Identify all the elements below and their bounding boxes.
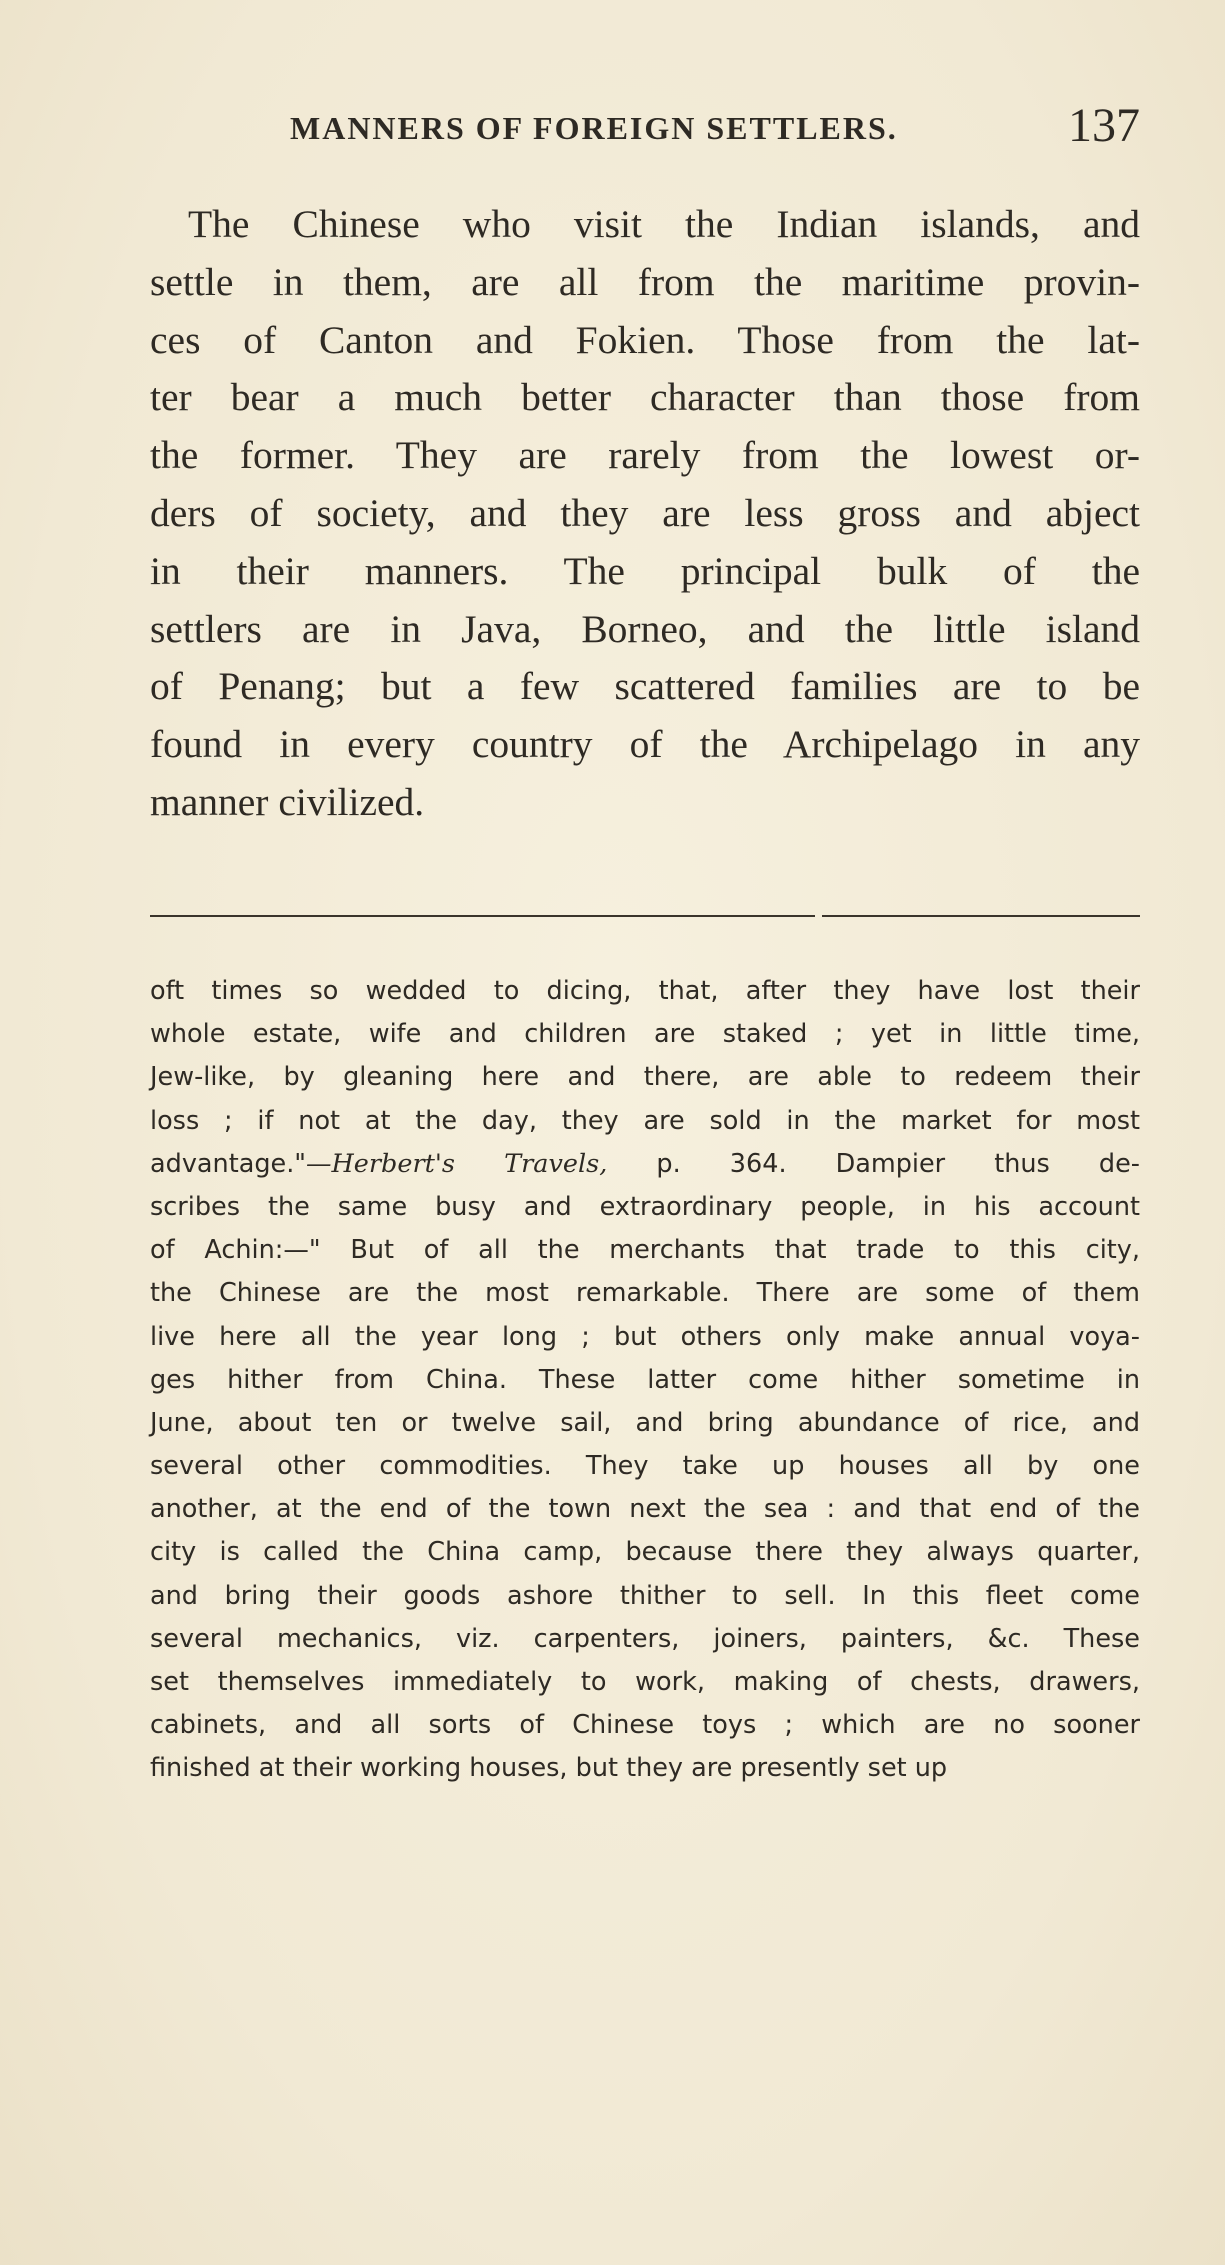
body-line: ces of Canton and Fokien. Those from the lat- <box>150 317 1140 362</box>
footnote-line: loss ; if not at the day, they are sold in the market for most <box>150 1105 1140 1136</box>
citation-title: —Herbert's Travels, <box>306 1148 608 1179</box>
footnote-line: set themselves immediately to work, making of chests, drawers, <box>150 1667 1140 1697</box>
footnote-text: advantage." <box>150 1148 307 1179</box>
footnote-line: cabinets, and all sorts of Chinese toys ; which are no sooner <box>150 1710 1140 1741</box>
footnote-line: several mechanics, viz. carpenters, joiners, painters, &c. These <box>150 1623 1140 1654</box>
page-number: 137 <box>1068 99 1140 152</box>
footnote-line: ges hither from China. These latter come hither sometime in <box>150 1364 1140 1395</box>
body-line: The Chinese who visit the Indian islands, and <box>188 202 1140 246</box>
body-line: settle in them, are all from the maritime provin- <box>150 259 1140 304</box>
body-line: manner civilized. <box>150 779 425 824</box>
body-line: of Penang; but a few scattered families are to be <box>150 664 1140 709</box>
footnote-line: city is called the China camp, because there they always quarter, <box>150 1537 1140 1568</box>
footnote-line-citation <box>150 1143 1140 1186</box>
footnote-rule <box>822 915 1140 917</box>
footnote-line: several other commodities. They take up houses all by one <box>150 1451 1140 1482</box>
body-line: ter bear a much better character than those from <box>150 375 1140 420</box>
footnote-line: finished at their working houses, but they are presently set up <box>150 1753 948 1784</box>
running-title: MANNERS OF FOREIGN SETTLERS. <box>290 110 898 146</box>
footnote-line: June, about ten or twelve sail, and bring abundance of rice, and <box>150 1407 1140 1438</box>
body-line: in their manners. The principal bulk of the <box>150 548 1140 593</box>
footnote-line: live here all the year long ; but others only make annual voya- <box>150 1321 1140 1352</box>
footnote-text: p. 364. Dampier thus de- <box>656 1148 1140 1179</box>
footnote-line: oft times so wedded to dicing, that, after they have lost their <box>150 976 1140 1006</box>
footnote-line: and bring their goods ashore thither to sell. In this fleet come <box>150 1580 1140 1611</box>
footnote-line: another, at the end of the town next the sea : and that end of the <box>150 1494 1140 1525</box>
body-line: found in every country of the Archipelago in any <box>150 722 1140 767</box>
footnote <box>150 970 1140 1791</box>
footnote-line: scribes the same busy and extraordinary people, in his account <box>150 1191 1140 1222</box>
footnote-line: Jew-like, by gleaning here and there, are able to redeem their <box>150 1062 1140 1093</box>
body-line: ders of society, and they are less gross and abject <box>150 490 1140 535</box>
footnote-line: of Achin:—" But of all the merchants that trade to this city, <box>150 1235 1140 1266</box>
footnote-rule <box>150 915 815 917</box>
footnote-line: whole estate, wife and children are staked ; yet in little time, <box>150 1019 1140 1050</box>
main-paragraph <box>150 196 1140 832</box>
body-line: settlers are in Java, Borneo, and the little island <box>150 606 1140 651</box>
running-head <box>150 98 1140 158</box>
body-line: the former. They are rarely from the lowest or- <box>150 433 1140 478</box>
footnote-line: the Chinese are the most remarkable. There are some of them <box>150 1278 1140 1309</box>
